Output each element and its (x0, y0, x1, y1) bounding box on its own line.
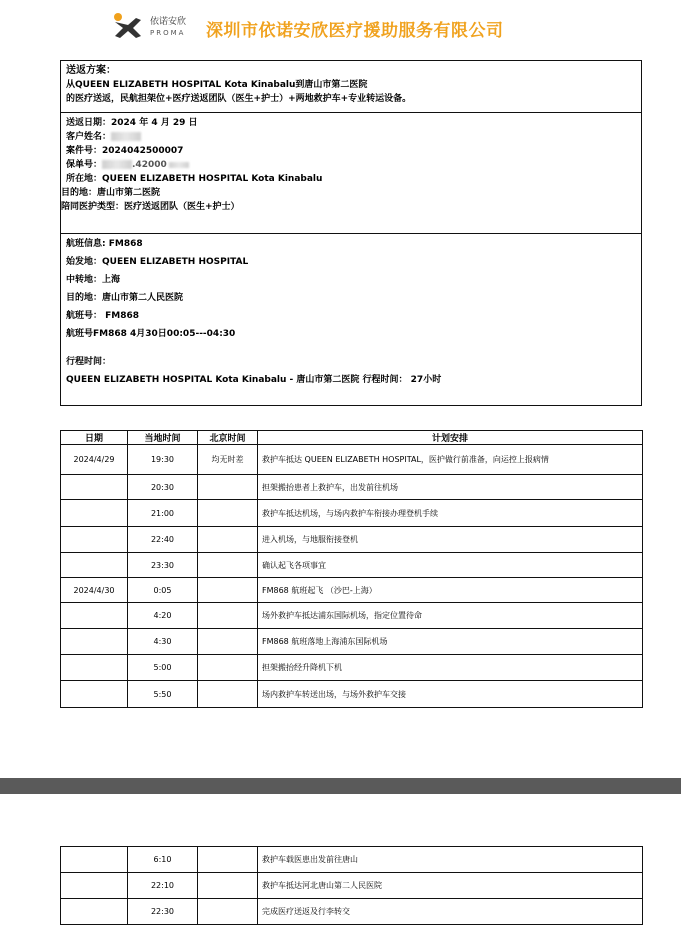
cell-beijing-time (198, 629, 258, 655)
case-number (66, 144, 636, 158)
cell-local-time: 22:30 (128, 899, 198, 925)
current-location-value: QUEEN ELIZABETH HOSPITAL Kota Kinabalu (102, 174, 323, 184)
flight-info (66, 237, 636, 251)
cell-beijing-time (198, 847, 258, 873)
cell-plan: FM868 航班起飞 （沙巴-上海） (258, 578, 643, 603)
flight-info-value: FM868 (108, 239, 143, 249)
table-row (61, 847, 643, 873)
cell-local-time: 22:10 (128, 873, 198, 899)
cell-local-time: 21:00 (128, 500, 198, 527)
table-row (61, 655, 643, 681)
cell-date (61, 500, 128, 527)
cell-beijing-time (198, 475, 258, 500)
cell-beijing-time: 均无时差 (198, 445, 258, 475)
cell-date (61, 873, 128, 899)
cell-plan: 救护车载医患出发前往唐山 (258, 847, 643, 873)
escort-type-label: 陪同医护类型： (61, 202, 125, 212)
cell-plan: 救护车抵达 QUEEN ELIZABETH HOSPITAL，医护做行前准备，向运控上报病情 (258, 445, 643, 475)
origin-value: QUEEN ELIZABETH HOSPITAL (102, 257, 249, 267)
table-row (61, 475, 643, 500)
cell-date (61, 553, 128, 578)
schedule-table-continued (60, 846, 643, 925)
cell-local-time: 20:30 (128, 475, 198, 500)
cell-beijing-time (198, 500, 258, 527)
origin (66, 255, 636, 269)
current-location (66, 172, 636, 186)
transfer-date-label: 送返日期： (66, 118, 112, 128)
cell-beijing-time (198, 603, 258, 629)
cell-date (61, 681, 128, 708)
cell-date: 2024/4/29 (61, 445, 128, 475)
table-row (61, 445, 643, 475)
cell-date: 2024/4/30 (61, 578, 128, 603)
flight-info-label: 航班信息: (66, 239, 106, 249)
flight-destination (66, 291, 636, 305)
origin-label: 始发地： (66, 257, 103, 267)
cell-beijing-time (198, 681, 258, 708)
table-row (61, 899, 643, 925)
table-row (61, 603, 643, 629)
schedule-table (60, 430, 643, 708)
policy-number-tail: .42000 (132, 160, 167, 170)
flight-section (61, 234, 641, 404)
flight-destination-value: 唐山市第二人民医院 (102, 293, 184, 303)
cell-plan: 担架搬抬经升降机下机 (258, 655, 643, 681)
cell-date (61, 475, 128, 500)
redacted-policy-suffix (169, 162, 189, 168)
cell-plan: 完成医疗送返及行李转交 (258, 899, 643, 925)
table-row (61, 553, 643, 578)
destination-value: 唐山市第二医院 (97, 188, 161, 198)
plan-line-1: 从QUEEN ELIZABETH HOSPITAL Kota Kinabalu到唐山市第二医院 (66, 80, 368, 90)
policy-number-label: 保单号： (66, 160, 103, 170)
redacted-customer-name (111, 132, 141, 141)
flight-number (66, 309, 636, 323)
logo-name-cn: 依诺安欣 (150, 17, 187, 27)
flight-destination-label: 目的地： (66, 293, 103, 303)
page-break-divider (0, 778, 681, 794)
flight-schedule: 航班号FM868 4月30日00:05---04:30 (66, 329, 236, 339)
cell-beijing-time (198, 578, 258, 603)
cell-date (61, 899, 128, 925)
transfer-plan-box (60, 60, 642, 406)
table-row (61, 578, 643, 603)
case-section (61, 113, 641, 234)
table-row (61, 873, 643, 899)
cell-plan: 救护车抵达机场，与场内救护车衔接办理登机手续 (258, 500, 643, 527)
header-local-time: 当地时间 (128, 431, 198, 445)
flight-number-value: FM868 (105, 311, 140, 321)
cell-local-time: 4:20 (128, 603, 198, 629)
logo-name-en: PROMA (150, 29, 186, 37)
transit-label: 中转地： (66, 275, 103, 285)
customer-name (66, 130, 636, 144)
redacted-policy-prefix (102, 160, 132, 169)
table-row (61, 629, 643, 655)
case-number-value: 2024042500007 (102, 146, 184, 156)
cell-local-time: 19:30 (128, 445, 198, 475)
header-beijing-time: 北京时间 (198, 431, 258, 445)
cell-plan: 确认起飞各项事宜 (258, 553, 643, 578)
cell-beijing-time (198, 527, 258, 553)
customer-name-label: 客户姓名： (66, 132, 112, 142)
itinerary: QUEEN ELIZABETH HOSPITAL Kota Kinabalu - 唐山市第二医院 行程时间： 27小时 (66, 375, 442, 385)
plan-section (61, 61, 641, 113)
flight-number-label: 航班号： (66, 311, 103, 321)
transit (66, 273, 636, 287)
cell-local-time: 0:05 (128, 578, 198, 603)
escort-type-value: 医疗送返团队（医生+护士） (124, 202, 240, 212)
transfer-date (66, 116, 636, 130)
escort-type (61, 200, 636, 214)
cell-beijing-time (198, 899, 258, 925)
cell-beijing-time (198, 655, 258, 681)
cell-date (61, 603, 128, 629)
cell-date (61, 527, 128, 553)
cell-date (61, 847, 128, 873)
schedule-header-row (61, 431, 643, 445)
cell-plan: 场内救护车转送出场，与场外救护车交接 (258, 681, 643, 708)
cell-plan: 场外救护车抵达浦东国际机场，指定位置待命 (258, 603, 643, 629)
header-date: 日期 (61, 431, 128, 445)
plan-title: 送返方案： (66, 65, 116, 76)
cell-local-time: 22:40 (128, 527, 198, 553)
cell-local-time: 5:50 (128, 681, 198, 708)
cell-local-time: 23:30 (128, 553, 198, 578)
table-row (61, 681, 643, 708)
plan-line-2: 的医疗送返，民航担架位+医疗送返团队（医生+护士）+两地救护车+专业转运设备。 (66, 94, 412, 104)
itinerary-label: 行程时间： (66, 357, 112, 367)
cell-date (61, 655, 128, 681)
cell-date (61, 629, 128, 655)
cell-beijing-time (198, 553, 258, 578)
header-plan: 计划安排 (258, 431, 643, 445)
transit-value: 上海 (102, 275, 121, 285)
cell-beijing-time (198, 873, 258, 899)
cell-plan: 进入机场，与地服衔接登机 (258, 527, 643, 553)
destination (61, 186, 636, 200)
current-location-label: 所在地： (66, 174, 103, 184)
logo-text (150, 17, 186, 39)
destination-label: 目的地： (61, 188, 98, 198)
company-name: 深圳市依诺安欣医疗援助服务有限公司 (206, 20, 504, 41)
table-row (61, 500, 643, 527)
cell-local-time: 6:10 (128, 847, 198, 873)
company-logo-icon (112, 12, 144, 44)
table-row (61, 527, 643, 553)
cell-plan: 救护车抵达河北唐山第二人民医院 (258, 873, 643, 899)
policy-number (66, 158, 636, 172)
transfer-date-value: 2024 年 4 月 29 日 (111, 118, 198, 128)
cell-local-time: 4:30 (128, 629, 198, 655)
cell-plan: FM868 航班落地上海浦东国际机场 (258, 629, 643, 655)
cell-plan: 担架搬抬患者上救护车，出发前往机场 (258, 475, 643, 500)
case-number-label: 案件号： (66, 146, 103, 156)
cell-local-time: 5:00 (128, 655, 198, 681)
page-header (112, 10, 504, 46)
